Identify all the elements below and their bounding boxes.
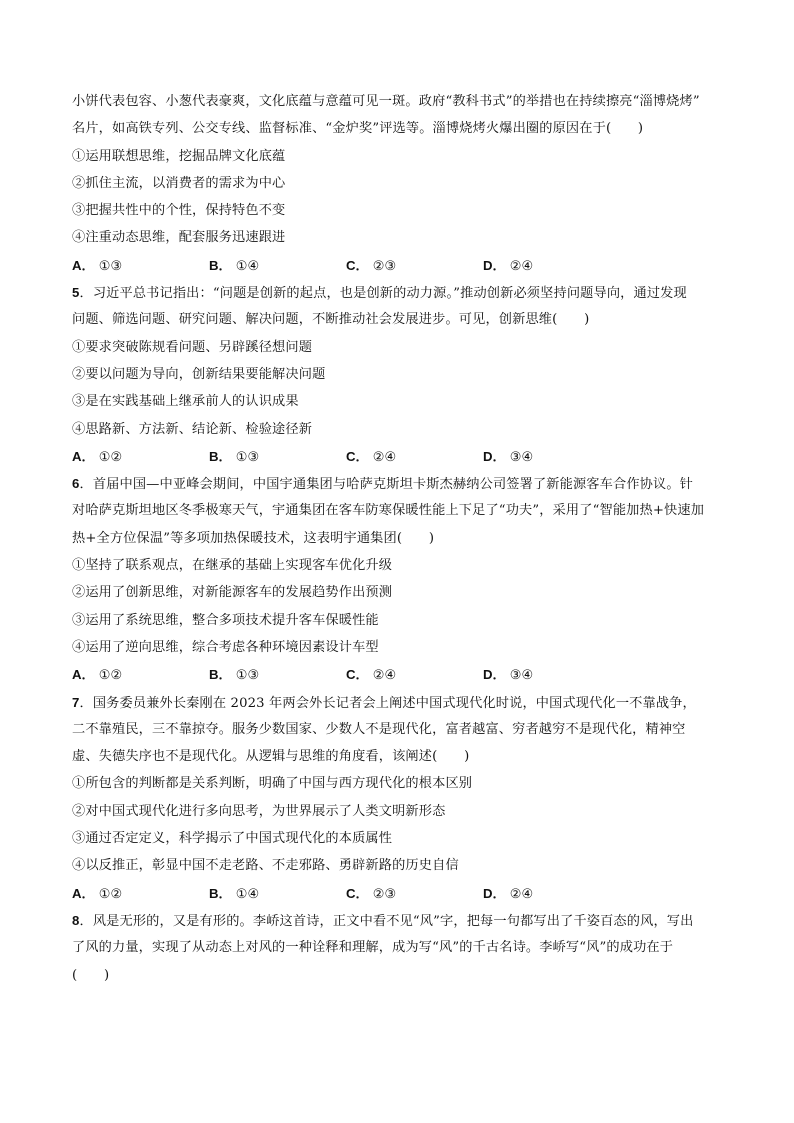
question-number: 6 [72, 476, 80, 492]
question-stem-line: 热+全方位保温”等多项加热保暖技术，这表明宇通集团( ) [72, 530, 435, 546]
answer-options [72, 880, 732, 907]
statement-item: ④以反推正，彰显中国不走老路、不走邪路、勇辟新路的历史自信 [72, 858, 459, 874]
statement-item: ④注重动态思维，配套服务迅速跟进 [72, 230, 286, 246]
question-4-continuation [72, 88, 732, 279]
option-d[interactable]: D． ②④ [483, 257, 534, 274]
option-b[interactable]: B． ①④ [209, 885, 260, 902]
question-stem-line: 小饼代表包容、小葱代表豪爽，文化底蕴与意蕴可见一斑。政府“教科书式”的举措也在持续擦亮“淄博烧烤” [72, 94, 700, 109]
option-b[interactable]: B． ①④ [209, 257, 260, 274]
option-d[interactable]: D． ②④ [483, 885, 534, 902]
statement-item: ④思路新、方法新、结论新、检验途径新 [72, 421, 313, 437]
option-a[interactable]: A． ①③ [72, 257, 123, 274]
option-c[interactable]: C． ②③ [346, 885, 397, 902]
question-stem-line: 5．习近平总书记指出：“问题是创新的起点，也是创新的动力源。”推动创新必须坚持问题导向，通过发现 [72, 285, 687, 302]
statement-item: ①要求突破陈规看问题、另辟蹊径想问题 [72, 339, 313, 355]
option-a[interactable]: A． ①② [72, 885, 123, 902]
statement-item: ③运用了系统思维，整合多项技术提升客车保暖性能 [72, 612, 379, 628]
question-stem-line: 二不靠殖民，三不靠掠夺。服务少数国家、少数人不是现代化，富者越富、穷者越穷不是现代化，精神空 [72, 721, 686, 737]
statement-item: ②抓住主流，以消费者的需求为中心 [72, 175, 286, 191]
question-5 [72, 279, 732, 470]
question-number: 7 [72, 694, 80, 710]
statement-item: ②要以问题为导向，创新结果要能解决问题 [72, 366, 326, 382]
option-b[interactable]: B． ①③ [209, 667, 260, 684]
question-number: 8 [72, 912, 80, 928]
question-stem-line: 问题、筛选问题、研究问题、解决问题，不断推动社会发展进步。可见，创新思维( ) [72, 312, 590, 328]
statement-item: ②对中国式现代化进行多向思考，为世界展示了人类文明新形态 [72, 803, 446, 819]
question-8 [72, 907, 732, 989]
question-stem-line: 对哈萨克斯坦地区冬季极寒天气，宇通集团在客车防寒保暖性能上下足了“功夫”，采用了“智能加热+快速加 [72, 503, 705, 519]
question-stem-line: 名片，如高铁专列、公交专线、监督标准、“金炉奖”评选等。淄博烧烤火爆出圈的原因在于( ) [72, 121, 644, 137]
option-d[interactable]: D． ③④ [483, 667, 534, 684]
question-stem-line: 了风的力量，实现了从动态上对风的一种诠释和理解，成为写“风”的千古名诗。李峤写“风”的成功在于 [72, 940, 674, 956]
statement-item: ③是在实践基础上继承前人的认识成果 [72, 394, 299, 410]
question-stem-line: 8．风是无形的，又是有形的。李峤这首诗，正文中看不见“风”字，把每一句都写出了千姿百态的风，写出 [72, 912, 694, 929]
statement-item: ③通过否定定义，科学揭示了中国式现代化的本质属性 [72, 831, 393, 847]
option-d[interactable]: D． ③④ [483, 448, 534, 465]
answer-options [72, 252, 732, 279]
statement-item: ③把握共性中的个性，保持特色不变 [72, 203, 286, 219]
answer-blank: ( ) [72, 967, 110, 983]
statement-item: ①坚持了联系观点，在继承的基础上实现客车优化升级 [72, 558, 393, 574]
option-c[interactable]: C． ②④ [346, 667, 397, 684]
option-a[interactable]: A． ①② [72, 667, 123, 684]
question-7 [72, 689, 732, 907]
statement-item: ①运用联想思维，挖掘品牌文化底蕴 [72, 148, 286, 164]
question-stem-line: 6．首届中国—中亚峰会期间，中国宇通集团与哈萨克斯坦卡斯杰赫纳公司签署了新能源客车合作协议。针 [72, 476, 694, 493]
answer-options [72, 443, 732, 470]
question-number: 5 [72, 285, 80, 301]
question-stem-line: 7．国务委员兼外长秦刚在 2023 年两会外长记者会上阐述中国式现代化时说，中国式现代化一不靠战争， [72, 694, 696, 711]
option-c[interactable]: C． ②③ [346, 257, 397, 274]
statement-item: ①所包含的判断都是关系判断，明确了中国与西方现代化的根本区别 [72, 776, 473, 792]
exam-page [72, 88, 732, 989]
answer-options [72, 661, 732, 688]
question-6 [72, 470, 732, 688]
option-a[interactable]: A． ①② [72, 448, 123, 465]
question-stem-line: 虚、失德失序也不是现代化。从逻辑与思维的角度看，该阐述( ) [72, 749, 470, 765]
option-c[interactable]: C． ②④ [346, 448, 397, 465]
statement-item: ②运用了创新思维，对新能源客车的发展趋势作出预测 [72, 585, 393, 601]
option-b[interactable]: B． ①③ [209, 448, 260, 465]
statement-item: ④运用了逆向思维，综合考虑各种环境因素设计车型 [72, 639, 379, 655]
